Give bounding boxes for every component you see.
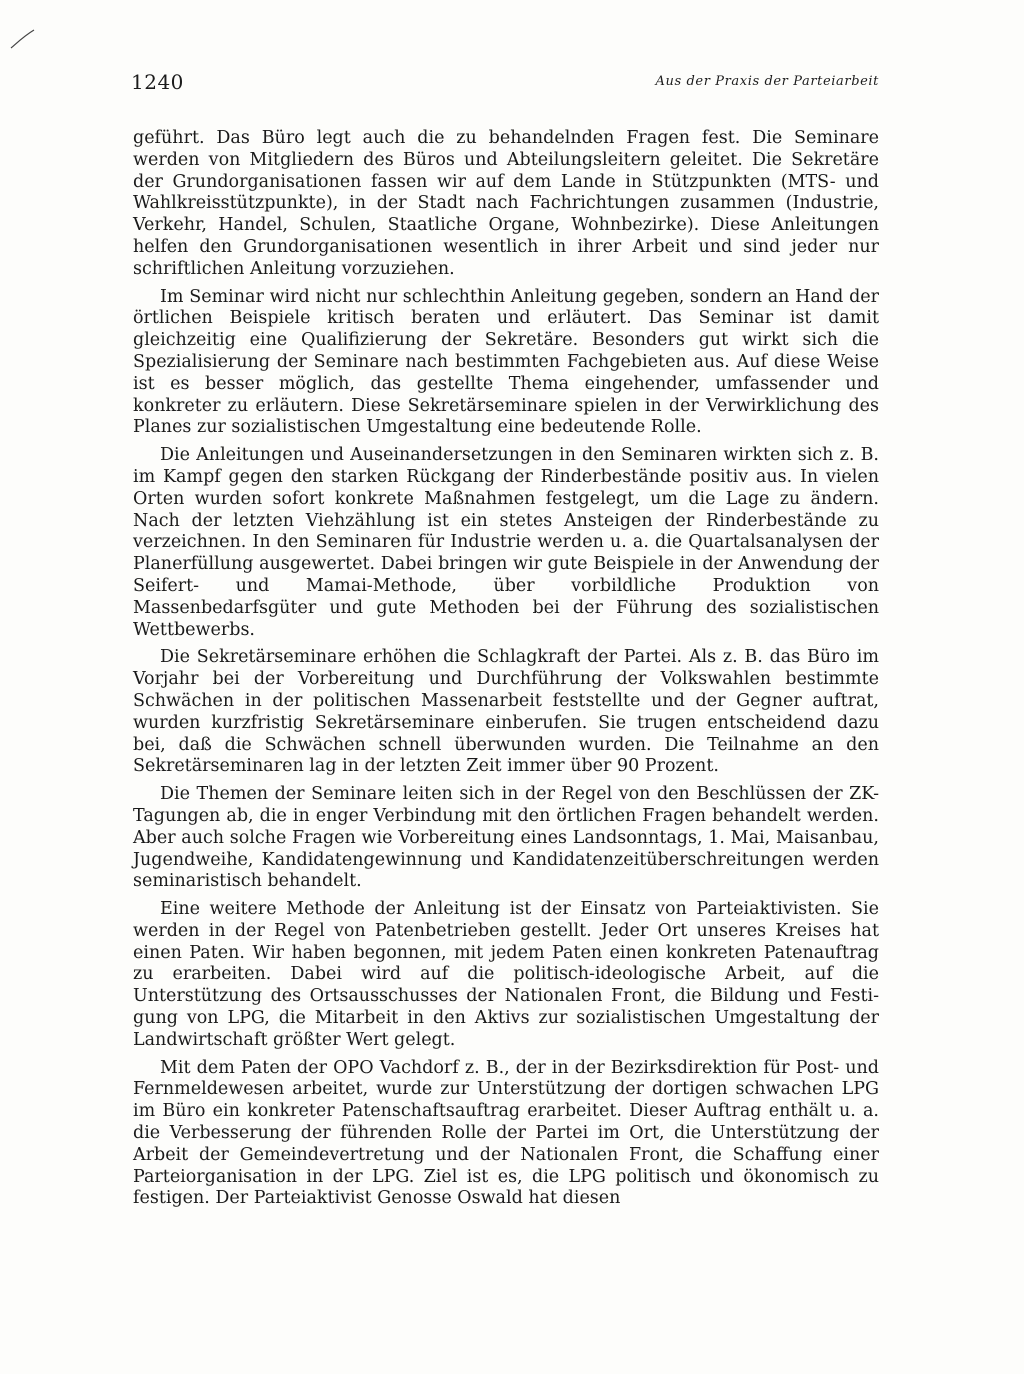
pen-stroke-mark (10, 28, 36, 50)
paragraph: Die Sekretärseminare erhöhen die Schlagkraft der Partei. Als z. B. das Büro im Vorjahr bei der Vorbereitung und Durchführung der Volkswahlen bestimmte Schwächen in der politischen Massenarbeit feststellte und der Gegner auftrat, wurden kurzfristig Sekretärseminare einberufen. Sie trugen entscheidend dazu bei, daß die Schwächen schnell überwunden wurden. Die Teilnahme an den Sekretärseminaren lag in der letzten Zeit immer über 90 Prozent. (133, 647, 879, 777)
paragraph: Die Themen der Seminare leiten sich in der Regel von den Beschlüssen der ZK-Tagungen ab, die in enger Verbindung mit den örtlichen Fragen behandelt werden. Aber auch solche Fragen wie Vorbereitung eines Landsonntags, 1. Mai, Maisanbau, Jugendweihe, Kandidatengewinnung und Kandidatenzeitüberschreitungen werden seminaristisch behandelt. (133, 784, 879, 892)
page-header (131, 70, 879, 100)
paragraph: Mit dem Paten der OPO Vachdorf z. B., der in der Bezirksdirektion für Post- und Fernmeldewesen arbeitet, wurde zur Unterstützung der dortigen schwachen LPG im Büro ein konkreter Patenschaftsauftrag erarbeitet. Dieser Auftrag enthält u. a. die Verbesserung der führenden Rolle der Partei im Ort, die Unterstützung der Arbeit der Gemeindevertretung und der Nationalen Front, die Schaffung einer Parteiorganisation in der LPG. Ziel ist es, die LPG politisch und ökonomisch zu festigen. Der Parteiaktivist Genosse Oswald hat diesen (133, 1057, 879, 1209)
paragraph: Die Anleitungen und Auseinandersetzungen in den Seminaren wirkten sich z. B. im Kampf gegen den starken Rückgang der Rinderbestände positiv aus. In vielen Orten wurden sofort konkrete Maßnahmen festgelegt, um die Lage zu ändern. Nach der letzten Viehzählung ist ein stetes Ansteigen der Rinderbestände zu verzeichnen. In den Seminaren für Industrie werden u. a. die Quartalsanalysen der Planerfüllung ausgewertet. Dabei bringen wir gute Beispiele in der Anwendung der Seifert- und Mamai-Methode, über vorbildliche Produktion von Massenbedarfsgüter und gute Methoden bei der Führung des sozialistischen Wettbewerbs. (133, 445, 879, 640)
body-text (133, 128, 879, 1216)
paragraph: Eine weitere Methode der Anleitung ist der Einsatz von Parteiaktivisten. Sie werden in der Regel von Patenbetrieben gestellt. Jeder Ort unseres Kreises hat einen Paten. Wir haben begonnen, mit jedem Paten einen konkreten Patenauftrag zu erarbeiten. Dabei wird auf die politisch-ideologische Arbeit, auf die Unterstützung des Ortsausschusses der Nationalen Front, die Bildung und Festigung von LPG, die Mitarbeit in den Aktivs zur sozialistischen Umgestaltung der Landwirtschaft größter Wert gelegt. (133, 899, 879, 1050)
paragraph: geführt. Das Büro legt auch die zu behandelnden Fragen fest. Die Seminare werden von Mitgliedern des Büros und Abteilungsleitern geleitet. Die Sekretäre der Grundorganisationen fassen wir auf dem Lande in Stützpunkten (MTS- und Wahlkreisstützpunkte), in der Stadt nach Fachrichtungen zusammen (Industrie, Verkehr, Handel, Schulen, Staatliche Organe, Wohnbezirke). Diese Anleitungen helfen den Grundorganisationen wesentlich in ihrer Arbeit und sind jeder nur schriftlichen Anleitung vorzuziehen. (133, 128, 879, 279)
running-head: Aus der Praxis der Parteiarbeit (655, 74, 879, 89)
paragraph: Im Seminar wird nicht nur schlechthin Anleitung gegeben, sondern an Hand der örtlichen Beispiele kritisch beraten und erläutert. Das Seminar ist damit gleichzeitig eine Qualifizierung der Sekretäre. Besonders gut wirkt sich die Spezialisierung der Seminare nach bestimmten Fachgebieten aus. Auf diese Weise ist es besser möglich, das gestellte Thema eingehender, umfassender und konkreter zu erläutern. Diese Sekretärseminare spielen in der Verwirklichung des Planes zur sozialistischen Umgestaltung eine bedeutende Rolle. (133, 286, 879, 438)
page-number: 1240 (131, 70, 184, 94)
